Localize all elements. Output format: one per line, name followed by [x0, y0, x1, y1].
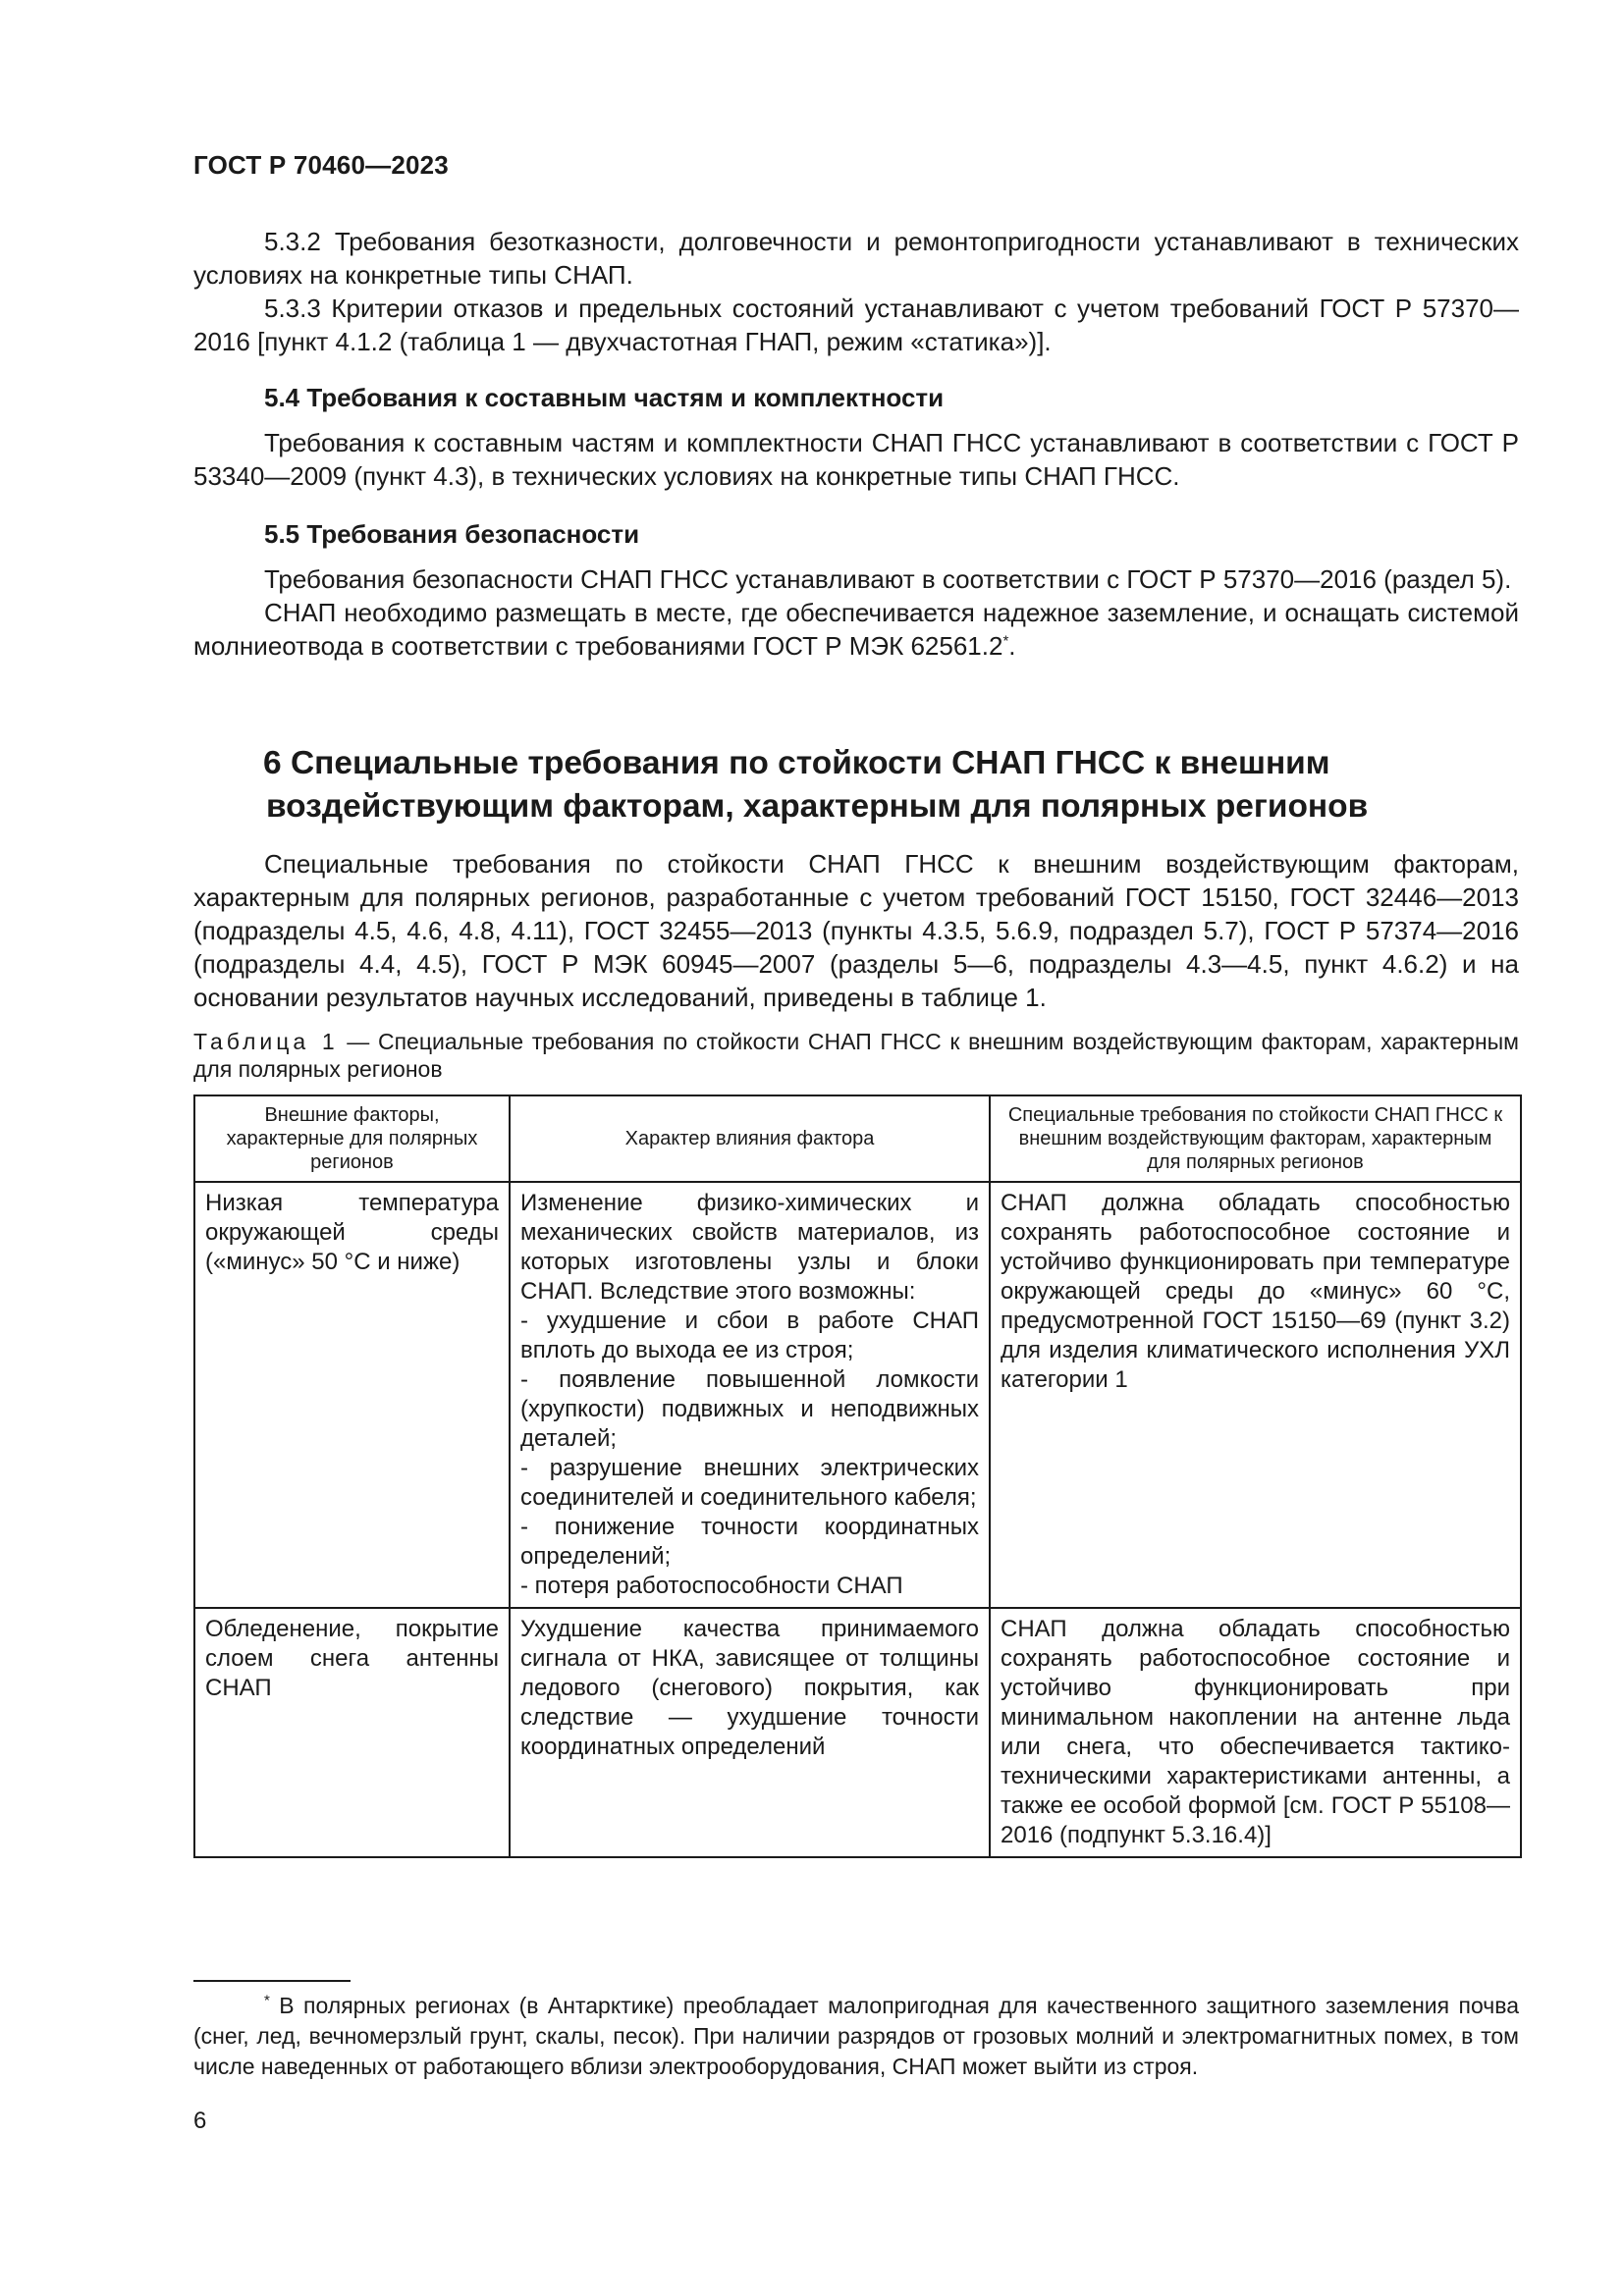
- table-cell-requirement: СНАП должна обладать способностью сохранять работоспособное состояние и устойчиво функционировать при температуре окружающей среды до «минус» 60 °С, предусмотренной ГОСТ 15150—69 (пункт 3.2) для изделия климатического исполнения УХЛ категории 1: [990, 1182, 1521, 1608]
- requirements-table: [193, 1095, 1522, 1858]
- paragraph-5-3-2: 5.3.2 Требования безотказности, долговечности и ремонтопригодности устанавливают в технических условиях на конкретные типы СНАП.: [193, 227, 1519, 290]
- table-row: [194, 1608, 1521, 1857]
- page-number: 6: [193, 2108, 207, 2134]
- footnote-ref-mark: *: [1002, 632, 1009, 650]
- table-caption-text: — Специальные требования по стойкости СНАП ГНСС к внешним воздействующим факторам, характерным для полярных регионов: [193, 1029, 1519, 1082]
- paragraph-5-5-2: [193, 596, 1519, 663]
- section-5-3-block: [193, 225, 1519, 358]
- footnote-mark: *: [264, 1992, 270, 2009]
- section-6-title: [263, 742, 1490, 828]
- table-cell-factor: Низкая температура окружающей среды («минус» 50 °С и ниже): [194, 1182, 510, 1608]
- section-5-4-block: [193, 381, 1519, 493]
- footnote: [193, 1991, 1519, 2082]
- table-cell-impact: [510, 1182, 990, 1608]
- section-5-4-title: 5.4 Требования к составным частям и комплектности: [264, 383, 945, 412]
- footnote-separator: [193, 1980, 351, 1982]
- section-5-5-title: 5.5 Требования безопасности: [264, 519, 640, 549]
- table-row: [194, 1182, 1521, 1608]
- section-6-title-line2: воздействующим факторам, характерным для полярных регионов: [266, 788, 1369, 825]
- paragraph-5-5-2-text: СНАП необходимо размещать в месте, где обеспечивается надежное заземление, и оснащать системой молниеотвода в соответствии с требованиями ГОСТ Р МЭК 62561.2: [193, 598, 1519, 661]
- footnote-paragraph: [193, 1991, 1519, 2082]
- table-cell-factor: Обледенение, покрытие слоем снега антенны СНАП: [194, 1608, 510, 1857]
- table-header-factor: Внешние факторы, характерные для полярных регионов: [194, 1095, 510, 1182]
- paragraph-5-5-1: Требования безопасности СНАП ГНСС устанавливают в соответствии с ГОСТ Р 57370—2016 (раздел 5).: [264, 564, 1512, 594]
- section-6-body: [193, 847, 1519, 1014]
- paragraph-6-1: Специальные требования по стойкости СНАП ГНСС к внешним воздействующим факторам, характерным для полярных регионов, разработанные с учетом требований ГОСТ 15150, ГОСТ 32446—2013 (подразделы 4.5, 4.6, 4.8, 4.11), ГОСТ 32455—2013 (пункты 4.3.5, 5.6.9, подраздел 5.7), ГОСТ Р 57374—2016 (подразделы 4.4, 4.5), ГОСТ Р МЭК 60945—2007 (разделы 5—6, подразделы 4.3—4.5, пункт 4.6.2) и на основании результатов научных исследований, приведены в таблице 1.: [193, 849, 1519, 1012]
- table-header-impact: Характер влияния фактора: [510, 1095, 990, 1182]
- impact-item: - появление повышенной ломкости (хрупкости) подвижных и неподвижных деталей;: [520, 1366, 979, 1452]
- impact-item: - понижение точности координатных определений;: [520, 1514, 979, 1570]
- table-cell-impact: [510, 1608, 990, 1857]
- impact-intro: Изменение физико-химических и механических свойств материалов, из которых изготовлены узлы и блоки СНАП. Вследствие этого возможны:: [520, 1190, 979, 1305]
- footnote-text: В полярных регионах (в Антарктике) преобладает малопригодная для качественного защитного заземления почва (снег, лед, вечномерзлый грунт, скалы, песок). При наличии разрядов от грозовых молний и электромагнитных помех, в том числе наведенных от работающего вблизи электрооборудования, СНАП может выйти из строя.: [193, 1993, 1519, 2079]
- document-header: ГОСТ Р 70460—2023: [193, 150, 449, 180]
- paragraph-5-5-2-end: .: [1008, 631, 1016, 661]
- impact-intro: Ухудшение качества принимаемого сигнала от НКА, зависящее от толщины ледового (снегового) покрытия, как следствие — ухудшение точности координатных определений: [520, 1616, 979, 1760]
- table-header-requirement: Специальные требования по стойкости СНАП ГНСС к внешним воздействующим факторам, характерным для полярных регионов: [990, 1095, 1521, 1182]
- table-header-row: [194, 1095, 1521, 1182]
- paragraph-5-3-3: 5.3.3 Критерии отказов и предельных состояний устанавливают с учетом требований ГОСТ Р 57370—2016 [пункт 4.1.2 (таблица 1 — двухчастотная ГНАП, режим «статика»)].: [193, 294, 1519, 356]
- paragraph-5-4: Требования к составным частям и комплектности СНАП ГНСС устанавливают в соответствии с ГОСТ Р 53340—2009 (пункт 4.3), в технических условиях на конкретные типы СНАП ГНСС.: [193, 428, 1519, 491]
- table-cell-requirement: СНАП должна обладать способностью сохранять работоспособное состояние и устойчиво функционировать при минимальном накоплении на антенне льда или снега, что обеспечивается тактико-техническими характеристиками антенны, а также ее особой формой [см. ГОСТ Р 55108—2016 (подпункт 5.3.16.4)]: [990, 1608, 1521, 1857]
- impact-item: - разрушение внешних электрических соединителей и соединительного кабеля;: [520, 1455, 979, 1511]
- section-6-title-line1: 6 Специальные требования по стойкости СНАП ГНСС к внешним: [263, 745, 1330, 781]
- table-caption-label: Таблица 1: [193, 1029, 339, 1054]
- impact-item: - ухудшение и сбои в работе СНАП вплоть до выхода ее из строя;: [520, 1308, 979, 1363]
- section-5-5-block: [193, 517, 1519, 663]
- impact-item: - потеря работоспособности СНАП: [520, 1573, 903, 1599]
- table-caption: [193, 1028, 1519, 1083]
